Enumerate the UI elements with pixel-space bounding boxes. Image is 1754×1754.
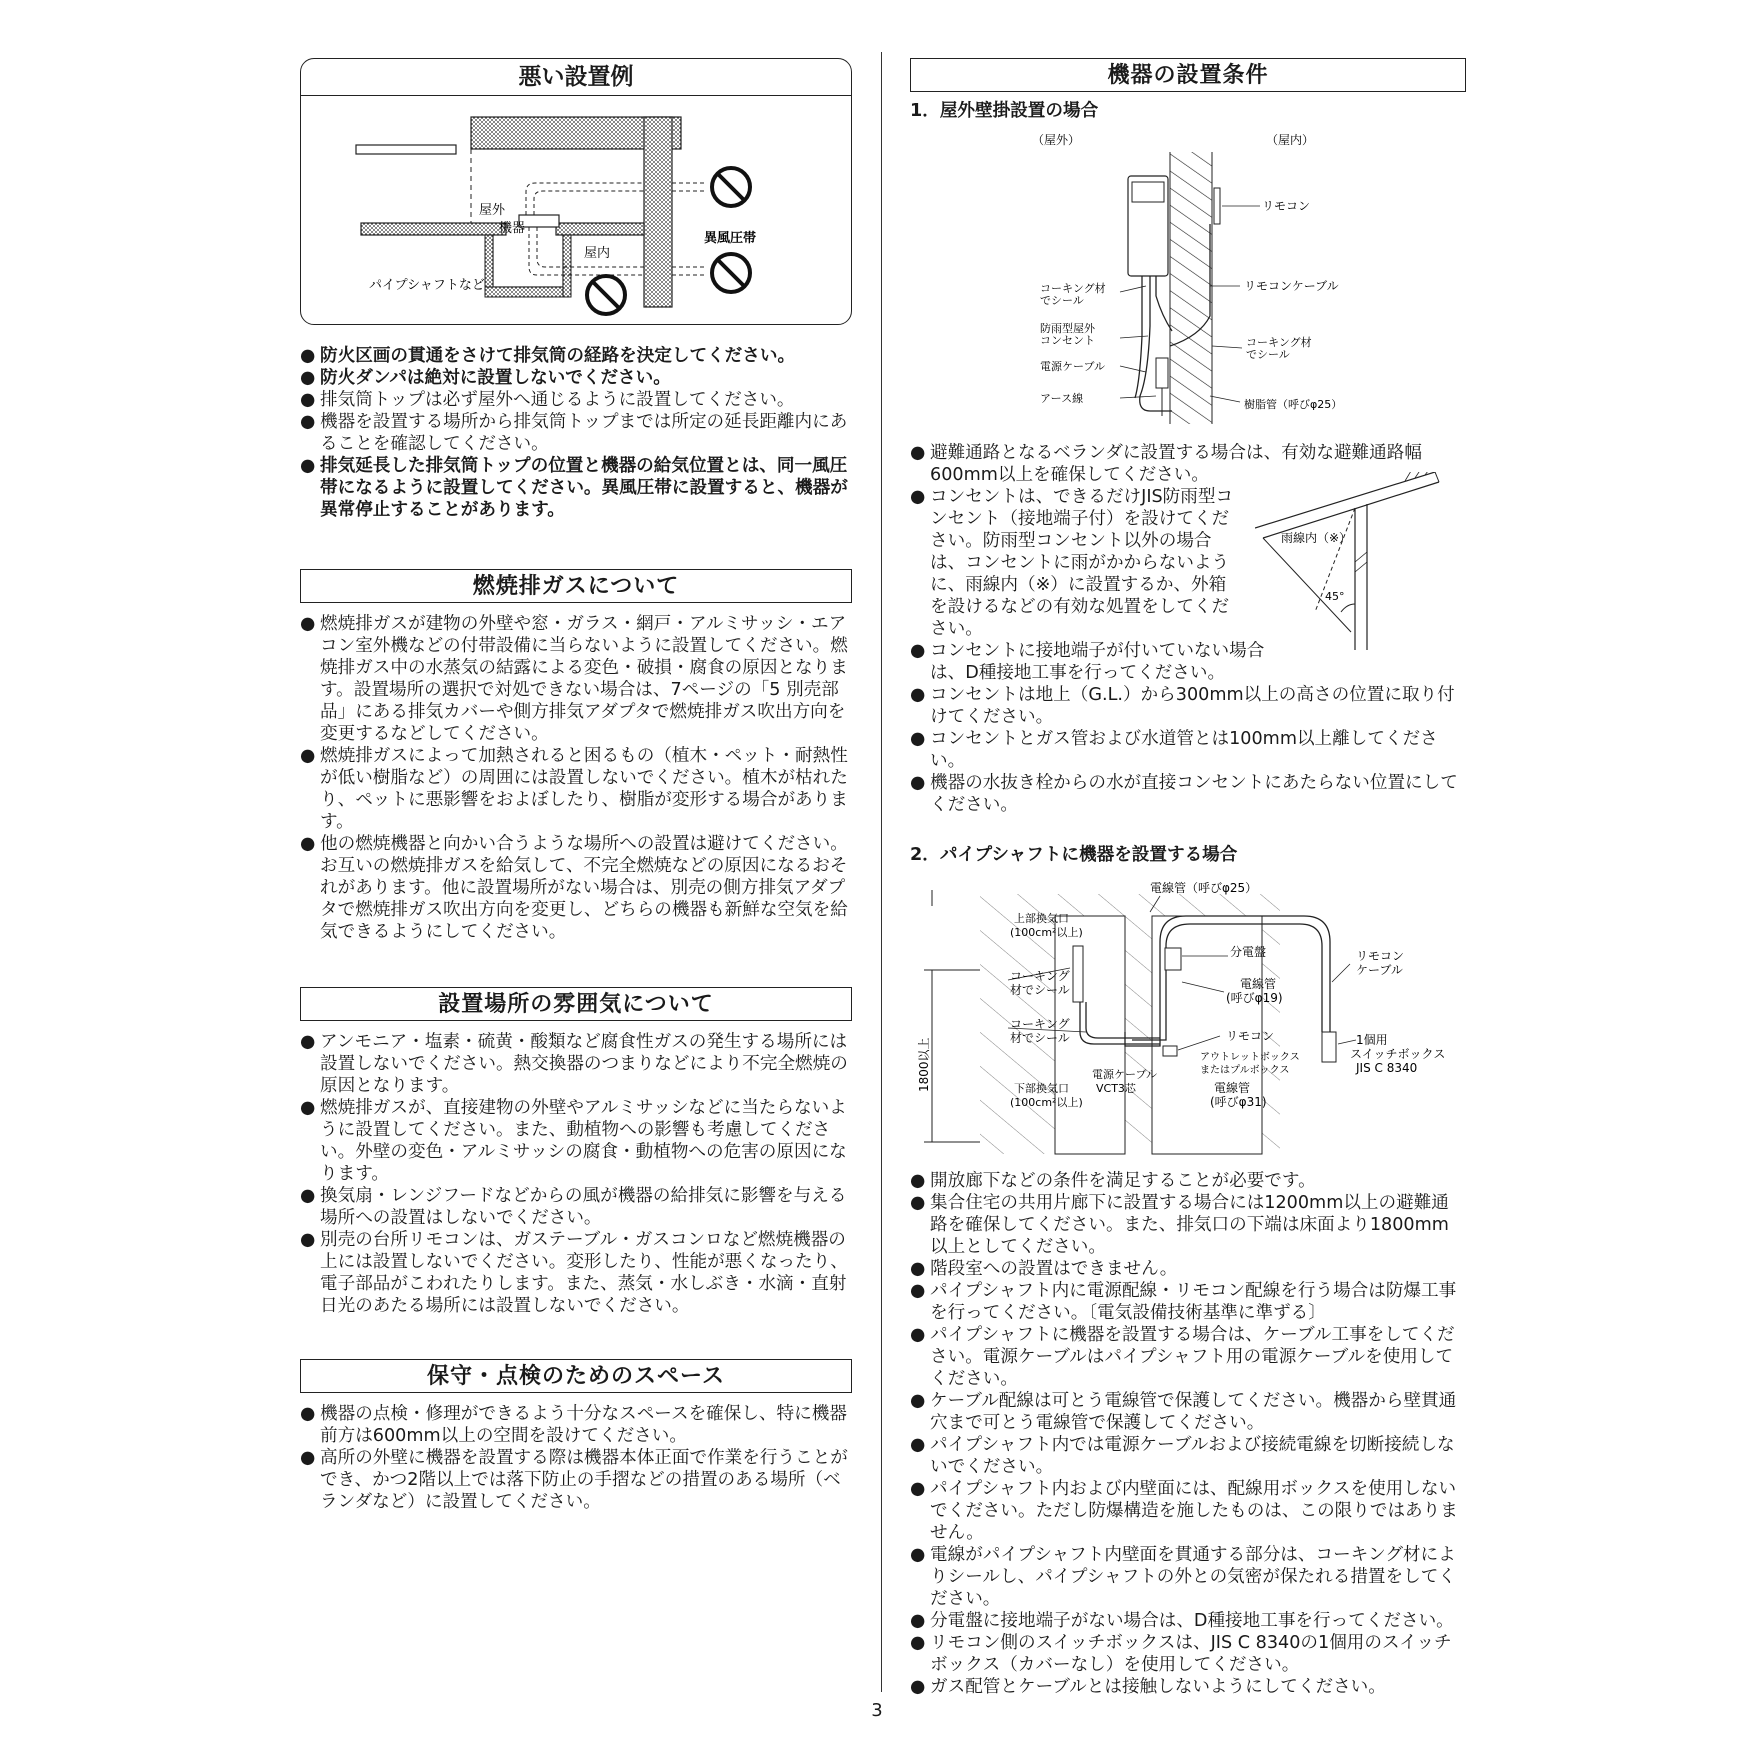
exhaust-title: 燃焼排ガスについて [300,569,852,603]
wall-heading: 1．屋外壁掛設置の場合 [910,101,1099,121]
list-item: ● ガス配管とケーブルとは接触しないようにしてください。 [910,1676,1466,1698]
list-item: ● 排気延長した排気筒トップの位置と機器の給気位置とは、同一風圧帯になるように設置してください。異風圧帯に設置すると、機器が異常停止することがあります。 [300,455,852,521]
wall-label-indoor: （屋内） [1266,133,1315,147]
wall-label-power-cable: 電源ケーブル [1040,360,1106,373]
installation-conditions-title: 機器の設置条件 [910,58,1466,92]
wall-label-earth: アース線 [1040,392,1084,405]
list-item: ● 換気扇・レンジフードなどからの風が機器の給排気に影響を与える場所への設置はしないでください。 [300,1185,852,1229]
wall-label-outdoor: （屋外） [1032,133,1081,147]
shaft-label-caulk2-a: コーキング [1010,1017,1070,1031]
wall-conditions [910,442,1466,816]
rain-line-label: 雨線内（※） [1281,531,1352,545]
pipe-shaft-diagram [910,872,1466,1162]
bad-example-diagram [301,97,849,323]
wall-label-remote-cable: リモコンケーブル [1244,279,1339,293]
page-number: 3 [871,1700,883,1721]
shaft-label-caulk-b: 材でシール [1010,983,1070,997]
right-column [910,58,1466,1698]
list-item: ● 燃焼排ガスが建物の外壁や窓・ガラス・網戸・アルミサッシ・エアコン室外機などの付帯設備に当らないように設置してください。燃焼排ガス中の水蒸気の結露による変色・破損・腐食の原因となります。設置場所の選択で対処できない場合は、7ページの「5 別売部品」にある排気カバーや側方排気アダプタで燃焼排ガス吹出方向を変更するなどしてください。 [300,613,852,745]
list-item: ● 防火ダンパは絶対に設置しないでください。 [300,367,852,389]
shaft-label-conduit19-b: (呼びφ19) [1226,991,1283,1005]
shaft-label-remote-cable-b: ケーブル [1356,963,1403,977]
list-item: ● パイプシャフト内に電源配線・リモコン配線を行う場合は防爆工事を行ってください。〔電気設備技術基準に準ずる〕 [910,1280,1466,1324]
shaft-label-outlet-box-a: アウトレットボックス [1200,1052,1300,1063]
shaft-heading: 2．パイプシャフトに機器を設置する場合 [910,845,1238,865]
maintenance-title: 保守・点検のためのスペース [300,1359,852,1393]
shaft-label-conduit19-a: 電線管 [1240,977,1277,991]
list-item: ● 機器の点検・修理ができるよう十分なスペースを確保し、特に機器前方は600mm以上の空間を設けてください。 [300,1403,852,1447]
list-item: ● 機器の水抜き栓からの水が直接コンセントにあたらない位置にしてください。 [910,772,1466,816]
shaft-label-remote: リモコン [1226,1029,1275,1043]
bad-example-list [300,345,852,521]
shaft-label-switch-a: 1個用 [1356,1033,1388,1047]
wall-label-caulk2a: コーキング材 [1246,336,1312,349]
list-item: ● 高所の外壁に機器を設置する際は機器本体正面で作業を行うことができ、かつ2階以上では落下防止の手摺などの措置のある場所（ベランダなど）に設置してください。 [300,1447,852,1513]
list-item: ● コンセントとガス管および水道管とは100mm以上離してください。 [910,728,1466,772]
list-item: ● 排気筒トップは必ず屋外へ通じるように設置してください。 [300,389,852,411]
shaft-label-lower-vent-b: (100cm²以上) [1010,1096,1083,1109]
wall-label-outlet-a: 防雨型屋外 [1040,322,1095,335]
column-divider [881,52,882,1692]
shaft-label-power-a: 電源ケーブル [1092,1068,1158,1081]
shaft-label-lower-vent-a: 下部換気口 [1014,1082,1069,1095]
list-item: ● 開放廊下などの条件を満足することが必要です。 [910,1170,1466,1192]
list-item: ● 電線がパイプシャフト内壁面を貫通する部分は、コーキング材によりシールし、パイプシャフトの外との気密が保たれる措置をしてください。 [910,1544,1466,1610]
list-item: ● アンモニア・塩素・硫黄・酸類など腐食性ガスの発生する場所には設置しないでください。熱交換器のつまりなどにより不完全燃焼の原因となります。 [300,1031,852,1097]
list-item: ● 燃焼排ガスによって加熱されると困るもの（植木・ペット・耐熱性が低い樹脂など）の周囲には設置しないでください。植木が枯れたり、ペットに悪影響をおよぼしたり、樹脂が変形する場合があります。 [300,745,852,833]
list-item: ● コンセントは地上（G.L.）から300mm以上の高さの位置に取り付けてください。 [910,684,1466,728]
atmosphere-list [300,1031,852,1317]
list-item: ● ケーブル配線は可とう電線管で保護してください。機器から壁貫通穴まで可とう電線管で保護してください。 [910,1390,1466,1434]
list-item: ● パイプシャフト内では電源ケーブルおよび接続電線を切断接続しないでください。 [910,1434,1466,1478]
shaft-label-conduit31-a: 電線管 [1214,1081,1251,1095]
list-item: ● 集合住宅の共用片廊下に設置する場合には1200mm以上の避難通路を確保してください。また、排気口の下端は床面より1800mm以上としてください。 [910,1192,1466,1258]
atmosphere-title: 設置場所の雰囲気について [300,987,852,1021]
rain-line-diagram [1255,472,1455,652]
shaft-label-panel: 分電盤 [1230,945,1267,959]
label-outdoor: 屋外 [479,203,506,218]
shaft-label-switch-c: JIS C 8340 [1356,1061,1418,1075]
list-item: ● 階段室への設置はできません。 [910,1258,1466,1280]
label-device: 機器 [499,221,526,236]
wall-label-caulk2b: でシール [1246,348,1290,361]
list-item: ● コンセントに接地端子が付いていない場合は、D種接地工事を行ってください。 [910,640,1275,684]
list-item: ● 他の燃焼機器と向かい合うような場所への設置は避けてください。お互いの燃焼排ガスを給気して、不完全燃焼などの原因になるおそれがあります。他に設置場所がない場合は、別売の側方排気アダプタで燃焼排ガス吹出方向を変更し、どちらの機器も新鮮な空気を給気できるようにしてください。 [300,833,852,943]
wall-label-outlet-b: コンセント [1040,334,1095,347]
shaft-label-caulk2-b: 材でシール [1010,1031,1070,1045]
shaft-label-switch-b: スイッチボックス [1350,1047,1446,1061]
list-item: ● 別売の台所リモコンは、ガステーブル・ガスコンロなど燃焼機器の上には設置しないでください。変形したり、性能が悪くなったり、電子部品がこわれたりします。また、蒸気・水しぶき・水滴・直射日光のあたる場所には設置しないでください。 [300,1229,852,1317]
bad-example-box [300,58,852,325]
maintenance-list [300,1403,852,1513]
list-item: ● リモコン側のスイッチボックスは、JIS C 8340の1個用のスイッチボックス（カバーなし）を使用してください。 [910,1632,1466,1676]
wall-label-caulk1a: コーキング材 [1040,282,1106,295]
label-pipe-shaft: パイプシャフトなど [369,278,485,293]
shaft-label-upper-vent-a: 上部換気口 [1014,912,1069,925]
list-item: ● 防火区画の貫通をさけて排気筒の経路を決定してください。 [300,345,852,367]
shaft-label-upper-vent-b: (100cm²以上) [1010,926,1083,939]
list-item: ● パイプシャフトに機器を設置する場合は、ケーブル工事をしてください。電源ケーブルはパイプシャフト用の電源ケーブルを使用してください。 [910,1324,1466,1390]
shaft-label-conduit25: 電線管（呼びφ25） [1150,881,1258,895]
label-different-pressure: 異風圧帯 [704,231,757,246]
shaft-label-caulk-a: コーキング [1010,969,1070,983]
list-item: ● 分電盤に接地端子がない場合は、D種接地工事を行ってください。 [910,1610,1466,1632]
wall-mount-diagram [910,126,1466,436]
exhaust-list [300,613,852,943]
wall-label-remote: リモコン [1262,199,1311,213]
list-item: ● 避難通路となるベランダに設置する場合は、有効な避難通路幅600mm以上を確保してください。 [910,442,1466,486]
shaft-label-remote-cable-a: リモコン [1356,949,1405,963]
shaft-label-outlet-box-b: またはプルボックス [1200,1065,1290,1076]
wall-label-caulk1b: でシール [1040,294,1084,307]
bad-example-title: 悪い設置例 [301,59,851,96]
shaft-label-conduit31-b: (呼びφ31) [1210,1095,1267,1109]
shaft-label-height: 1800以上 [917,1037,931,1092]
list-item: ● コンセントは、できるだけJIS防雨型コンセント（接地端子付）を設けてください。防雨型コンセント以外の場合は、コンセントに雨がかからないように、雨線内（※）に設置するか、外箱を設けるなどの有効な処置をしてください。 [910,486,1240,640]
left-column [300,58,852,1513]
label-indoor: 屋内 [584,246,611,261]
wall-label-resin-pipe: 樹脂管（呼びφ25） [1244,398,1343,411]
shaft-label-power-b: VCT3芯 [1096,1082,1136,1095]
angle-label: 45° [1325,590,1345,603]
list-item: ● 燃焼排ガスが、直接建物の外壁やアルミサッシなどに当たらないように設置してください。また、動植物への影響も考慮してください。外壁の変色・アルミサッシの腐食・動植物への危害の原因になります。 [300,1097,852,1185]
list-item: ● 機器を設置する場所から排気筒トップまでは所定の延長距離内にあることを確認してください。 [300,411,852,455]
list-item: ● パイプシャフト内および内壁面には、配線用ボックスを使用しないでください。ただし防爆構造を施したものは、この限りではありません。 [910,1478,1466,1544]
shaft-conditions-list [910,1170,1466,1698]
